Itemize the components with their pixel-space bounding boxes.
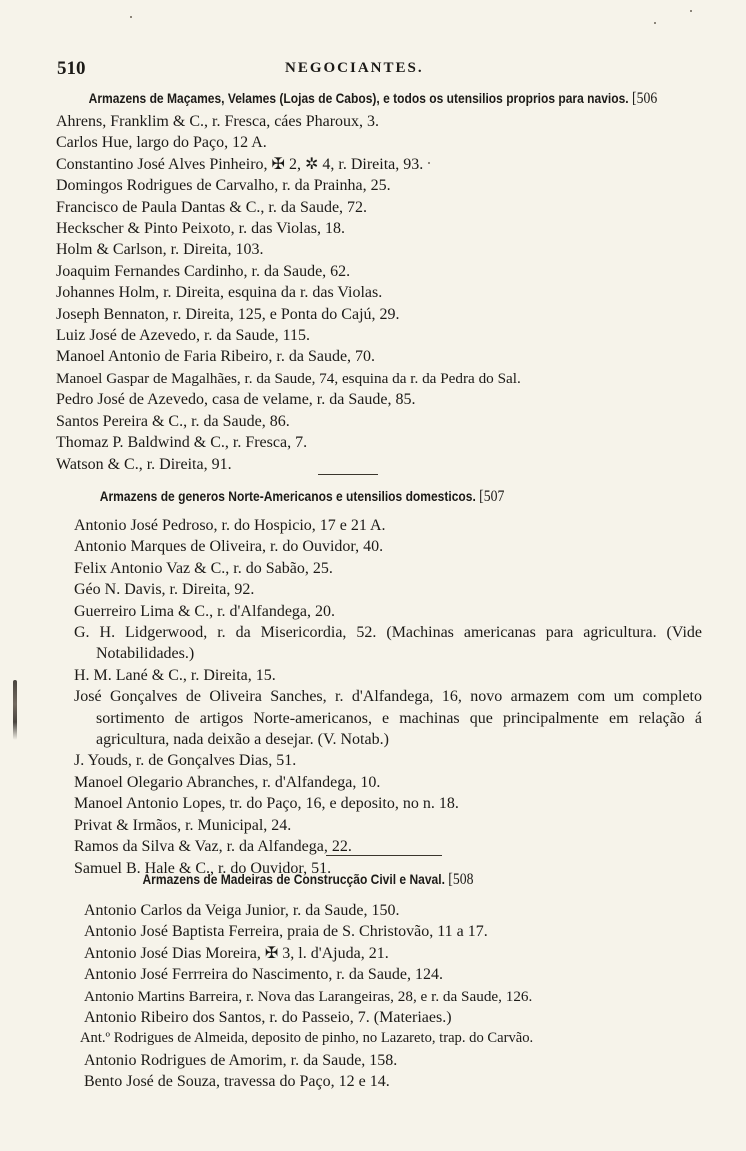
list-item: Manoel Olegario Abranches, r. d'Alfandega, 10. <box>74 773 381 791</box>
list-item: Samuel B. Hale & C., r. do Ouvidor, 51. <box>74 859 332 877</box>
list-item: Antonio José Baptista Ferreira, praia de S. Christovão, 11 a 17. <box>84 923 488 941</box>
list-item: Bento José de Souza, travessa do Paço, 12 e 14. <box>84 1073 390 1091</box>
list-item: Ahrens, Franklim & C., r. Fresca, cáes Pharoux, 3. <box>56 113 380 130</box>
list-item: Guerreiro Lima & C., r. d'Alfandega, 20. <box>74 602 336 620</box>
list-item: Pedro José de Azevedo, casa de velame, r. da Saude, 85. <box>56 391 416 409</box>
list-item: Carlos Hue, largo do Paço, 12 A. <box>56 134 267 152</box>
scan-fleck <box>654 22 656 24</box>
section-title <box>74 486 614 507</box>
section-code: [507 <box>479 488 505 505</box>
scan-fleck <box>690 10 692 12</box>
list-item: Constantino José Alves Pinheiro, ✠ 2, ✲ 4, r. Direita, 93. <box>56 155 424 173</box>
list-item: Felix Antonio Vaz & C., r. do Sabão, 25. <box>74 559 333 577</box>
list-item: Luiz José de Azevedo, r. da Saude, 115. <box>56 327 311 345</box>
section-title-text: Armazens de generos Norte-Americanos e utensilios domesticos. <box>99 488 476 504</box>
list-item: Antonio Marques de Oliveira, r. do Ouvidor, 40. <box>74 538 384 556</box>
list-item: Manoel Antonio de Faria Ribeiro, r. da Saude, 70. <box>56 348 376 366</box>
entry-list <box>56 111 716 475</box>
list-item: Heckscher & Pinto Peixoto, r. das Violas, 18. <box>56 220 345 238</box>
list-item: Ant.º Rodrigues de Almeida, deposito de pinho, no Lazareto, trap. do Carvão. <box>80 1030 534 1047</box>
section-divider <box>326 855 442 856</box>
list-item: H. M. Lané & C., r. Direita, 15. <box>74 666 276 684</box>
list-item: Ramos da Silva & Vaz, r. da Alfandega, 22. <box>74 838 352 856</box>
section-code: [506 <box>631 90 658 107</box>
list-item: Domingos Rodrigues de Carvalho, r. da Prainha, 25. <box>56 177 391 195</box>
scan-fleck <box>130 16 132 18</box>
scan-ink-mark <box>13 680 17 740</box>
list-item: Francisco de Paula Dantas & C., r. da Saude, 72. <box>56 198 368 216</box>
list-item: Manoel Gaspar de Magalhães, r. da Saude, 74, esquina da r. da Pedra do Sal. <box>56 369 521 387</box>
list-item: Antonio Martins Barreira, r. Nova das Larangeiras, 28, e r. da Saude, 126. <box>84 987 533 1005</box>
list-item: Watson & C., r. Direita, 91. <box>56 455 232 473</box>
section-title-text: Armazens de Maçames, Velames (Lojas de Cabos), e todos os utensilios proprios para navios. <box>88 90 629 106</box>
section-ship-supplies <box>56 88 716 475</box>
list-item: Johannes Holm, r. Direita, esquina da r. das Violas. <box>56 284 383 302</box>
list-item: Santos Pereira & C., r. da Saude, 86. <box>56 412 290 430</box>
list-item: Antonio José Pedroso, r. do Hospicio, 17 e 21 A. <box>74 517 386 534</box>
section-divider <box>318 474 378 475</box>
list-item: Privat & Irmãos, r. Municipal, 24. <box>74 816 292 834</box>
list-item: Antonio Ribeiro dos Santos, r. do Passeio, 7. (Materiaes.) <box>84 1009 452 1027</box>
page-number: 510 <box>57 58 86 79</box>
section-american-goods <box>74 486 702 879</box>
section-title <box>56 88 691 109</box>
list-item: G. H. Lidgerwood, r. da Misericordia, 52. (Machinas americanas para agricultura. (Vide Notabilidades.) <box>74 624 702 663</box>
list-item: Antonio José Ferrreira do Nascimento, r. da Saude, 124. <box>84 966 444 984</box>
entry-list <box>74 515 702 879</box>
list-item: Thomaz P. Baldwind & C., r. Fresca, 7. <box>56 434 308 452</box>
section-title <box>84 869 617 890</box>
list-item: Holm & Carlson, r. Direita, 103. <box>56 241 264 259</box>
list-item: Antonio Carlos da Veiga Junior, r. da Saude, 150. <box>84 902 400 919</box>
scan-fleck <box>428 162 430 164</box>
section-timber <box>80 869 704 1093</box>
section-code: [508 <box>448 871 474 888</box>
list-item: Antonio José Dias Moreira, ✠ 3, l. d'Ajuda, 21. <box>84 944 389 962</box>
running-title: NEGOCIANTES. <box>285 60 424 76</box>
list-item: Manoel Antonio Lopes, tr. do Paço, 16, e deposito, no n. 18. <box>74 795 459 813</box>
list-item: J. Youds, r. de Gonçalves Dias, 51. <box>74 752 297 770</box>
page-header <box>0 58 746 84</box>
list-item: José Gonçalves de Oliveira Sanches, r. d'Alfandega, 16, novo armazem com um completo sortimento de artigos Norte-americanos, e machinas que principalmente em relação á agricultura, nada deixão a desejar. (V. Notab.) <box>74 688 702 749</box>
list-item: Géo N. Davis, r. Direita, 92. <box>74 581 255 599</box>
list-item: Joaquim Fernandes Cardinho, r. da Saude, 62. <box>56 262 351 280</box>
list-item: Joseph Bennaton, r. Direita, 125, e Ponta do Cajú, 29. <box>56 305 400 323</box>
list-item: Antonio Rodrigues de Amorim, r. da Saude, 158. <box>84 1051 398 1069</box>
section-title-text: Armazens de Madeiras de Construcção Civil e Naval. <box>142 871 445 887</box>
entry-list <box>80 900 704 1093</box>
